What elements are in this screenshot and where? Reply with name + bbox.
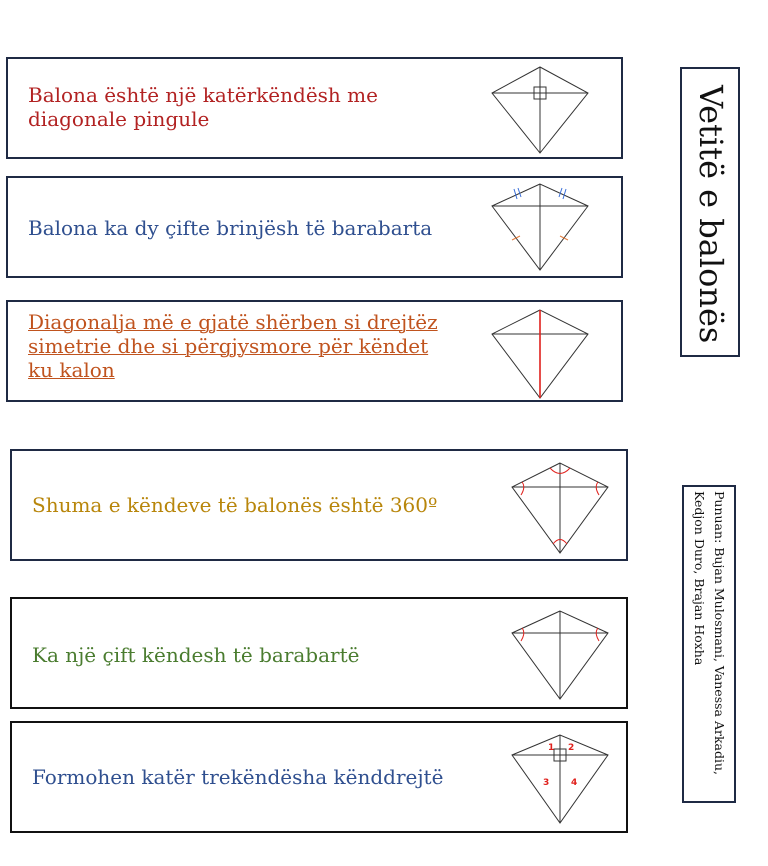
property-card-perpendicular-diagonals: [6, 57, 623, 159]
title-box: [680, 67, 740, 357]
region-label-2: 2: [568, 743, 575, 753]
property-text: Shuma e këndeve të balonës është 360º: [32, 493, 438, 517]
credits-text: Punuan: Bujan Mulosmani, Vanessa Arkadiu, Kedjon Duro, Brajan Hoxha: [692, 491, 727, 776]
kite-diagram-four-triangles: [506, 727, 614, 829]
kite-diagram-symmetry: [486, 304, 594, 402]
region-label-3: 3: [543, 778, 550, 788]
region-label-4: 4: [571, 778, 578, 788]
property-card-four-right-triangles: [10, 721, 628, 833]
property-text: Formohen katër trekëndësha kënddrejtë: [32, 765, 444, 789]
property-card-angle-sum: [10, 449, 628, 561]
credits-box: [682, 485, 736, 803]
kite-diagram-equal-sides: [486, 180, 594, 274]
region-label-1: 1: [548, 743, 555, 753]
property-text: Balona është një katërkëndësh me diagonale pingule: [28, 83, 378, 131]
property-text: Ka një çift këndesh të barabartë: [32, 643, 360, 667]
property-card-two-pairs-equal-sides: [6, 176, 623, 278]
kite-diagram-equal-angles: [506, 603, 614, 705]
property-card-equal-angles: [10, 597, 628, 709]
kite-diagram-angle-sum: [506, 455, 614, 557]
page-title: Vetitë e balonës: [692, 85, 730, 344]
property-text: Balona ka dy çifte brinjësh të barabarta: [28, 216, 433, 240]
property-card-symmetry-axis: [6, 300, 623, 402]
property-text: Diagonalja më e gjatë shërben si drejtëz simetrie dhe si përgjysmore për këndet ku kalon: [28, 310, 438, 382]
kite-diagram-right-angle: [486, 63, 594, 157]
